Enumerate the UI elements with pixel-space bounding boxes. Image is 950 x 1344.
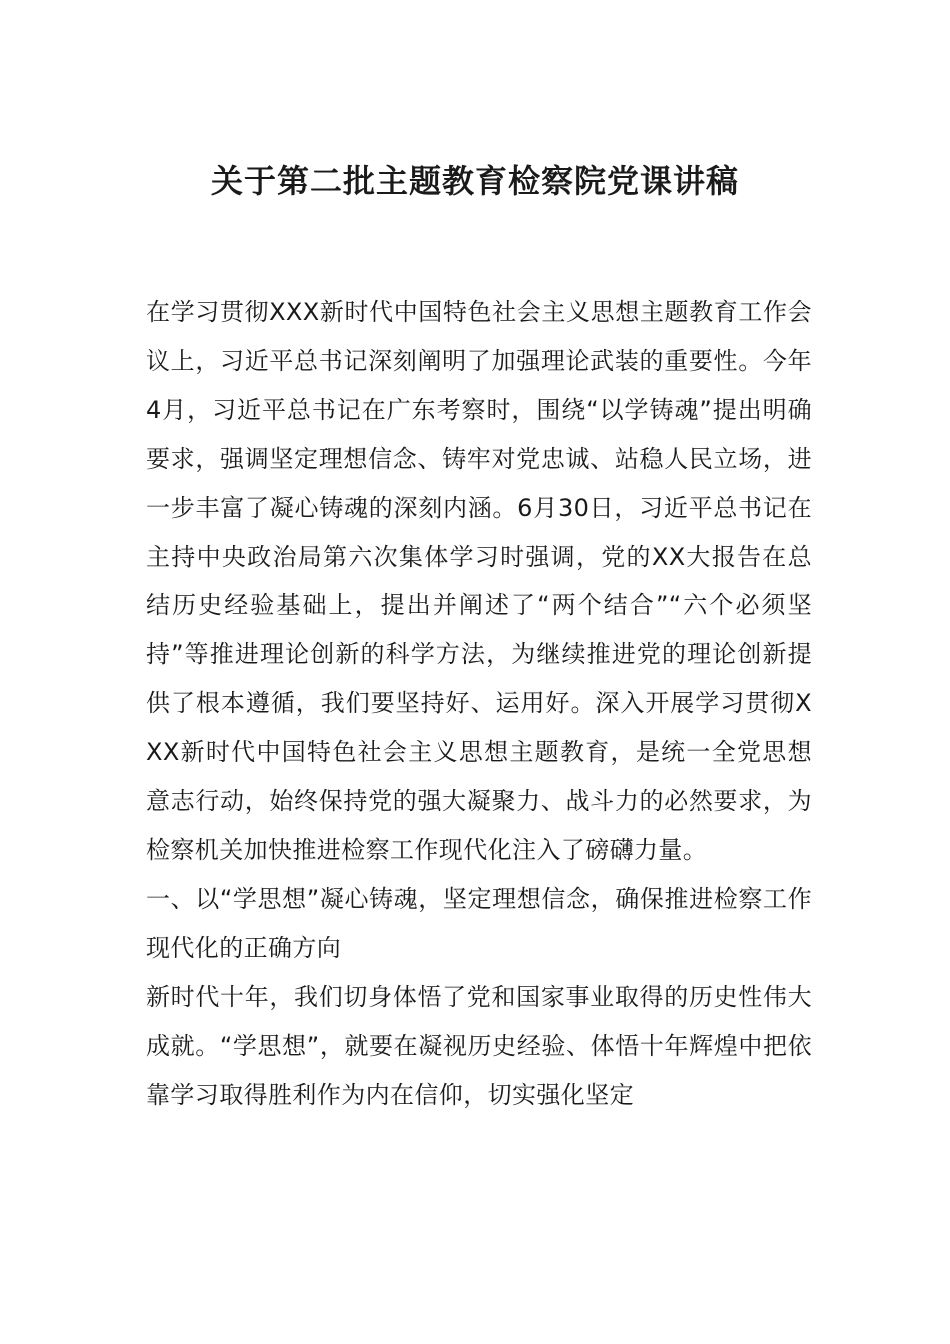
section-1-paragraph: 新时代十年，我们切身体悟了党和国家事业取得的历史性伟大成就。“学思想”，就要在凝视历史经验、体悟十年辉煌中把依靠学习取得胜利作为内在信仰，切实强化坚定: [146, 982, 812, 1109]
document-title: 关于第二批主题教育检察院党课讲稿: [210, 162, 739, 200]
section-heading-1: 一、以“学思想”凝心铸魂，坚定理想信念，确保推进检察工作现代化的正确方向: [146, 884, 812, 962]
intro-paragraph: 在学习贯彻XXX新时代中国特色社会主义思想主题教育工作会议上，习近平总书记深刻阐明了加强理论武装的重要性。今年4月，习近平总书记在广东考察时，围绕“以学铸魂”提出明确要求，强调坚定理想信念、铸牢对党忠诚、站稳人民立场，进一步丰富了凝心铸魂的深刻内涵。6月30日，习近平总书记在主持中央政治局第六次集体学习时强调，党的XX大报告在总结历史经验基础上，提出并阐述了“两个结合”“六个必须坚持”等推进理论创新的科学方法，为继续推进党的理论创新提供了根本遵循，我们要坚持好、运用好。深入开展学习贯彻XXX新时代中国特色社会主义思想主题教育，是统一全党思想意志行动，始终保持党的强大凝聚力、战斗力的必然要求，为检察机关加快推进检察工作现代化注入了磅礴力量。: [146, 298, 812, 864]
document-body: [146, 288, 812, 1119]
